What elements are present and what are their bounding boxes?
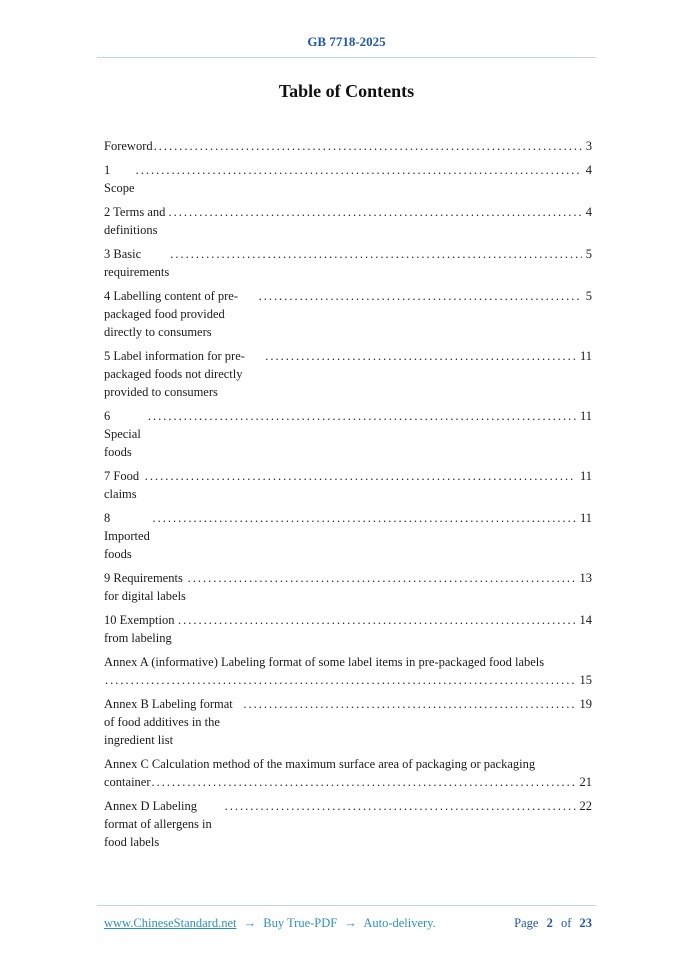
toc-entry[interactable] — [104, 509, 592, 563]
toc-entry-label: 6 Special foods — [104, 409, 144, 459]
toc-entry-page: 5 — [585, 289, 592, 303]
site-link[interactable]: www.ChineseStandard.net — [104, 916, 237, 930]
toc-entry-label: Annex A (informative) Labeling format of some label items in pre-packaged food labels — [104, 655, 545, 669]
toc-entry-label: 2 Terms and definitions — [104, 205, 169, 237]
toc-entry-page: 11 — [579, 469, 592, 483]
toc-entry-label: Annex C Calculation method of the maximum surface area of packaging or packaging — [104, 757, 536, 771]
toc-entry-label: 5 Label information for pre-packaged foods not directly provided to consumers — [104, 349, 246, 399]
dot-leader — [259, 287, 582, 305]
toc-entry[interactable] — [104, 161, 592, 197]
toc-entry[interactable] — [104, 245, 592, 281]
toc-line — [104, 671, 592, 689]
toc-entry-label: 8 Imported foods — [104, 511, 153, 561]
dot-leader — [170, 245, 582, 263]
page-title: Table of Contents — [278, 81, 415, 101]
toc-line — [104, 797, 592, 851]
toc-line — [104, 467, 592, 503]
toc-entry-label: Annex D Labeling format of allergens in food labels — [104, 799, 215, 849]
toc-line — [104, 287, 592, 341]
page-indicator — [509, 916, 592, 931]
toc-entry-label: 3 Basic requirements — [104, 247, 170, 279]
dot-leader — [145, 467, 576, 485]
footer-divider — [97, 905, 596, 906]
toc-entry[interactable] — [104, 653, 592, 689]
toc-entry[interactable] — [104, 611, 592, 647]
toc-entry-page: 4 — [585, 163, 592, 177]
toc-line — [104, 161, 592, 197]
dot-leader — [225, 797, 576, 815]
toc-entry-label: 1 Scope — [104, 163, 135, 195]
of-word: of — [560, 916, 572, 930]
toc-line — [104, 347, 592, 401]
arrow-icon: → — [344, 916, 357, 930]
toc-entry[interactable] — [104, 407, 592, 461]
toc-entry-page: 21 — [579, 775, 592, 789]
toc-entry-label: 10 Exemption from labeling — [104, 613, 178, 645]
toc-entry[interactable] — [104, 347, 592, 401]
dot-leader — [148, 407, 576, 425]
toc-entry[interactable] — [104, 467, 592, 503]
toc-entry-page: 11 — [579, 349, 592, 363]
footer — [104, 916, 592, 931]
dot-leader — [243, 695, 575, 713]
toc-entry-page: 13 — [579, 571, 592, 585]
toc-entry-label: Foreword — [104, 139, 153, 153]
toc-line — [104, 407, 592, 461]
toc-line — [104, 245, 592, 281]
toc-entry[interactable] — [104, 755, 592, 791]
toc-line — [104, 611, 592, 647]
toc-entry-page: 11 — [579, 409, 592, 423]
dot-leader — [154, 137, 582, 155]
buy-true-pdf-label: Buy True-PDF — [263, 916, 338, 930]
toc-entry[interactable] — [104, 695, 592, 749]
toc-entry[interactable] — [104, 797, 592, 851]
arrow-icon: → — [243, 916, 257, 930]
toc-entry-page: 3 — [585, 139, 592, 153]
toc-line — [104, 755, 592, 773]
toc-entry-label: Annex B Labeling format of food additives in the ingredient list — [104, 697, 236, 747]
dot-leader — [188, 569, 576, 587]
dot-leader — [152, 773, 576, 791]
toc-list — [104, 137, 592, 857]
toc-entry[interactable] — [104, 137, 592, 155]
toc-entry-page: 19 — [579, 697, 592, 711]
auto-delivery-label: Auto-delivery. — [363, 916, 436, 930]
dot-leader — [265, 347, 576, 365]
footer-left — [104, 916, 440, 931]
dot-leader — [152, 509, 576, 527]
header-divider — [97, 57, 596, 58]
toc-entry-page: 15 — [579, 673, 592, 687]
toc-entry-label: container — [104, 775, 151, 789]
toc-entry-label: 7 Food claims — [104, 469, 143, 501]
toc-line — [104, 137, 592, 155]
toc-line — [104, 773, 592, 791]
toc-line — [104, 695, 592, 749]
toc-entry-page: 22 — [579, 799, 592, 813]
total-page-number: 23 — [579, 916, 592, 930]
toc-line — [104, 653, 592, 671]
dot-leader — [136, 161, 582, 179]
document-number: GB 7718-2025 — [307, 34, 386, 49]
toc-line — [104, 203, 592, 239]
toc-entry[interactable] — [104, 287, 592, 341]
toc-entry-page: 4 — [585, 205, 592, 219]
dot-leader — [178, 611, 575, 629]
toc-entry[interactable] — [104, 569, 592, 605]
current-page-number: 2 — [546, 916, 553, 930]
toc-line — [104, 569, 592, 605]
toc-entry-page: 5 — [585, 247, 592, 261]
dot-leader — [105, 671, 576, 689]
dot-leader — [168, 203, 581, 221]
toc-line — [104, 509, 592, 563]
toc-entry-label: 4 Labelling content of pre-packaged food provided directly to consumers — [104, 289, 238, 339]
toc-entry-label: 9 Requirements for digital labels — [104, 571, 186, 603]
toc-entry-page: 14 — [579, 613, 592, 627]
toc-entry-page: 11 — [579, 511, 592, 525]
page-word: Page — [514, 916, 539, 930]
toc-entry[interactable] — [104, 203, 592, 239]
